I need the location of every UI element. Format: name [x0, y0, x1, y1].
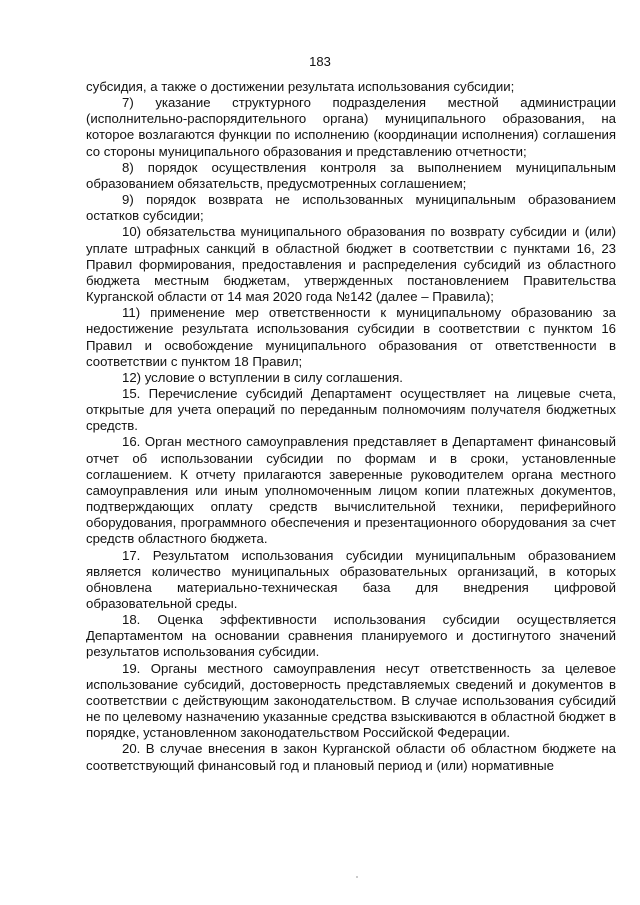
clause-20: 20. В случае внесения в закон Курганской области об областном бюджете на соответствующий финансовый год и плановый период и (или) нормативные	[86, 741, 616, 773]
paragraph-continuation: субсидия, а также о достижении результата использования субсидии;	[86, 79, 515, 94]
clause-15: 15. Перечисление субсидий Департамент осуществляет на лицевые счета, открытые для учета операций по переданным полномочиям получателя бюджетных средств.	[86, 385, 616, 434]
list-item-12: 12) условие о вступлении в силу соглашения.	[122, 369, 403, 385]
page-number: 183	[309, 54, 331, 69]
clause-18: 18. Оценка эффективности использования субсидии осуществляется Департаментом на основании сравнения планируемого и достигнутого значений результатов использования субсидии.	[86, 612, 616, 660]
clause-16: 16. Орган местного самоуправления представляет в Департамент финансовый отчет об использовании субсидии по формам и в сроки, установленные соглашением. К отчету прилагаются заверенные руководителем органа местного самоуправления или иным уполномоченным лицом копии платежных документов, подтверждающих оплату средств вычислительной техники, периферийного оборудования, программного обеспечения и презентационного оборудования за счет средств областного бюджета.	[86, 434, 616, 547]
scan-speck	[356, 876, 358, 878]
list-item-9: 9) порядок возврата не использованных муниципальным образованием остатков субсидии;	[86, 192, 616, 224]
clause-19: 19. Органы местного самоуправления несут ответственность за целевое использование субсидий, достоверность представляемых сведений и документов в соответствии с действующим законодательством. В случае использования субсидий не по целевому назначению указанные средства взыскиваются в областной бюджет в порядке, установленном законодательством Российской Федерации.	[86, 660, 616, 741]
clause-17: 17. Результатом использования субсидии муниципальным образованием является количество муниципальных образовательных организаций, в которых обновлена материально-техническая база для внедрения цифровой образовательной среды.	[86, 547, 616, 611]
list-item-7: 7) указание структурного подразделения местной администрации (исполнительно-распорядительного органа) муниципального образования, на которое возлагаются функции по исполнению (координации исполнения) соглашения со стороны муниципального образования и представлению отчетности;	[86, 95, 616, 159]
list-item-11: 11) применение мер ответственности к муниципальному образованию за недостижение результата использования субсидии в соответствии с пунктом 16 Правил и освобождение муниципального образования от ответственности в соответствии с пунктом 18 Правил;	[86, 305, 616, 369]
list-item-8: 8) порядок осуществления контроля за выполнением муниципальным образованием обязательств, предусмотренных соглашением;	[86, 159, 616, 191]
document-body	[86, 79, 616, 774]
list-item-10: 10) обязательства муниципального образования по возврату субсидии и (или) уплате штрафных санкций в областной бюджет в соответствии с пунктами 16, 23 Правил формирования, предоставления и распределения субсидий из областного бюджета местным бюджетам, утвержденных постановлением Правительства Курганской области от 14 мая 2020 года №142 (далее – Правила);	[86, 224, 616, 305]
